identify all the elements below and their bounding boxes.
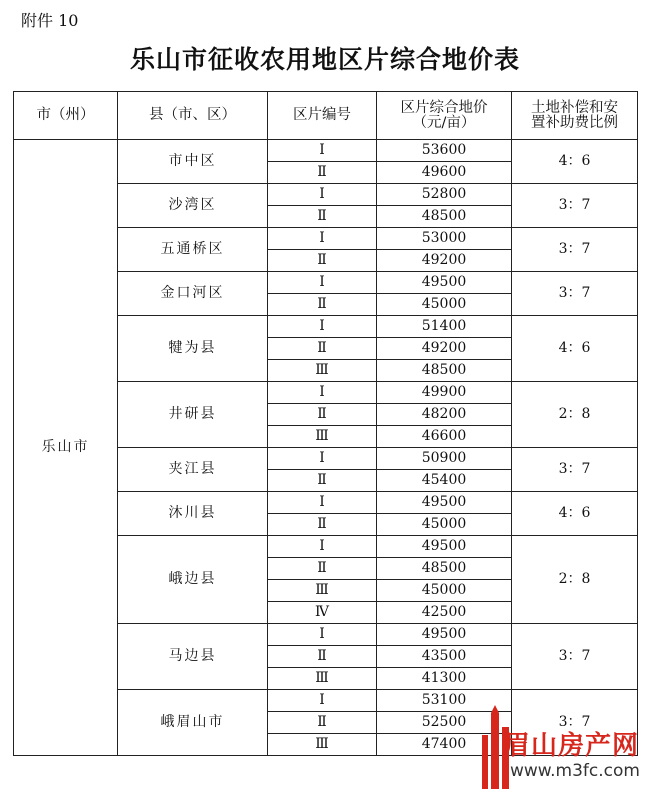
header-ratio xyxy=(512,92,638,140)
land-price-table xyxy=(13,91,638,756)
zone-cell: Ⅱ xyxy=(268,646,377,668)
header-price-unit: （元/亩） xyxy=(412,114,476,131)
zone-cell: Ⅲ xyxy=(268,668,377,690)
price-cell: 49900 xyxy=(377,382,512,404)
header-price xyxy=(377,92,512,140)
zone-cell: Ⅱ xyxy=(268,712,377,734)
zone-cell: Ⅱ xyxy=(268,470,377,492)
page-title: 乐山市征收农用地区片综合地价表 xyxy=(129,45,520,74)
price-cell: 49200 xyxy=(377,250,512,272)
ratio-cell: 3：7 xyxy=(512,690,638,756)
table-header-row xyxy=(14,92,638,140)
price-cell: 46600 xyxy=(377,426,512,448)
county-cell: 五通桥区 xyxy=(118,228,268,272)
zone-cell: Ⅱ xyxy=(268,558,377,580)
zone-cell: Ⅱ xyxy=(268,294,377,316)
county-cell: 井研县 xyxy=(118,382,268,448)
zone-cell: Ⅰ xyxy=(268,140,377,162)
header-ratio-line2: 置补助费比例 xyxy=(531,114,618,131)
county-cell: 峨眉山市 xyxy=(118,690,268,756)
price-cell: 49500 xyxy=(377,536,512,558)
zone-cell: Ⅲ xyxy=(268,426,377,448)
price-cell: 53600 xyxy=(377,140,512,162)
header-zone: 区片编号 xyxy=(268,92,377,140)
county-cell: 金口河区 xyxy=(118,272,268,316)
watermark-logo xyxy=(476,703,644,789)
zone-cell: Ⅲ xyxy=(268,580,377,602)
zone-cell: Ⅰ xyxy=(268,448,377,470)
ratio-cell: 3：7 xyxy=(512,624,638,690)
ratio-cell: 3：7 xyxy=(512,272,638,316)
price-cell: 49600 xyxy=(377,162,512,184)
zone-cell: Ⅰ xyxy=(268,690,377,712)
price-cell: 49500 xyxy=(377,624,512,646)
price-cell: 52500 xyxy=(377,712,512,734)
county-cell: 市中区 xyxy=(118,140,268,184)
price-cell: 49200 xyxy=(377,338,512,360)
zone-cell: Ⅱ xyxy=(268,514,377,536)
price-cell: 49500 xyxy=(377,272,512,294)
zone-cell: Ⅰ xyxy=(268,316,377,338)
price-cell: 45000 xyxy=(377,514,512,536)
county-cell: 峨边县 xyxy=(118,536,268,624)
ratio-cell: 3：7 xyxy=(512,184,638,228)
price-cell: 51400 xyxy=(377,316,512,338)
zone-cell: Ⅱ xyxy=(268,206,377,228)
watermark-url: www.m3fc.com xyxy=(510,761,640,781)
county-cell: 马边县 xyxy=(118,624,268,690)
county-cell: 犍为县 xyxy=(118,316,268,382)
county-cell: 沙湾区 xyxy=(118,184,268,228)
price-cell: 53000 xyxy=(377,228,512,250)
ratio-cell: 3：7 xyxy=(512,228,638,272)
zone-cell: Ⅰ xyxy=(268,382,377,404)
zone-cell: Ⅰ xyxy=(268,624,377,646)
header-ratio-line1: 土地补偿和安 xyxy=(531,99,618,116)
price-cell: 42500 xyxy=(377,602,512,624)
zone-cell: Ⅰ xyxy=(268,536,377,558)
zone-cell: Ⅲ xyxy=(268,360,377,382)
zone-cell: Ⅱ xyxy=(268,338,377,360)
price-cell: 50900 xyxy=(377,448,512,470)
county-cell: 夹江县 xyxy=(118,448,268,492)
ratio-cell: 4：6 xyxy=(512,140,638,184)
price-cell: 43500 xyxy=(377,646,512,668)
city-cell: 乐山市 xyxy=(14,140,118,756)
ratio-cell: 2：8 xyxy=(512,382,638,448)
ratio-cell: 3：7 xyxy=(512,448,638,492)
price-cell: 48500 xyxy=(377,360,512,382)
price-cell: 49500 xyxy=(377,492,512,514)
county-cell: 沐川县 xyxy=(118,492,268,536)
zone-cell: Ⅲ xyxy=(268,734,377,756)
zone-cell: Ⅰ xyxy=(268,272,377,294)
price-cell: 48500 xyxy=(377,558,512,580)
price-cell: 48500 xyxy=(377,206,512,228)
price-cell: 45000 xyxy=(377,294,512,316)
ratio-cell: 4：6 xyxy=(512,492,638,536)
zone-cell: Ⅱ xyxy=(268,162,377,184)
zone-cell: Ⅱ xyxy=(268,250,377,272)
price-cell: 48200 xyxy=(377,404,512,426)
price-cell: 53100 xyxy=(377,690,512,712)
header-price-line1: 区片综合地价 xyxy=(400,99,488,116)
table-body xyxy=(14,140,638,756)
price-cell: 45000 xyxy=(377,580,512,602)
zone-cell: Ⅳ xyxy=(268,602,377,624)
header-city: 市（州） xyxy=(14,92,118,140)
zone-cell: Ⅱ xyxy=(268,404,377,426)
zone-cell: Ⅰ xyxy=(268,184,377,206)
ratio-cell: 2：8 xyxy=(512,536,638,624)
zone-cell: Ⅰ xyxy=(268,228,377,250)
ratio-cell: 4：6 xyxy=(512,316,638,382)
zone-cell: Ⅰ xyxy=(268,492,377,514)
watermark-name: 眉山房产网 xyxy=(504,731,640,761)
table-row xyxy=(14,140,638,162)
price-cell: 45400 xyxy=(377,470,512,492)
price-cell: 52800 xyxy=(377,184,512,206)
price-cell: 47400 xyxy=(377,734,512,756)
header-county: 县（市、区） xyxy=(118,92,268,140)
price-cell: 41300 xyxy=(377,668,512,690)
attachment-label: 附件 10 xyxy=(21,11,79,30)
